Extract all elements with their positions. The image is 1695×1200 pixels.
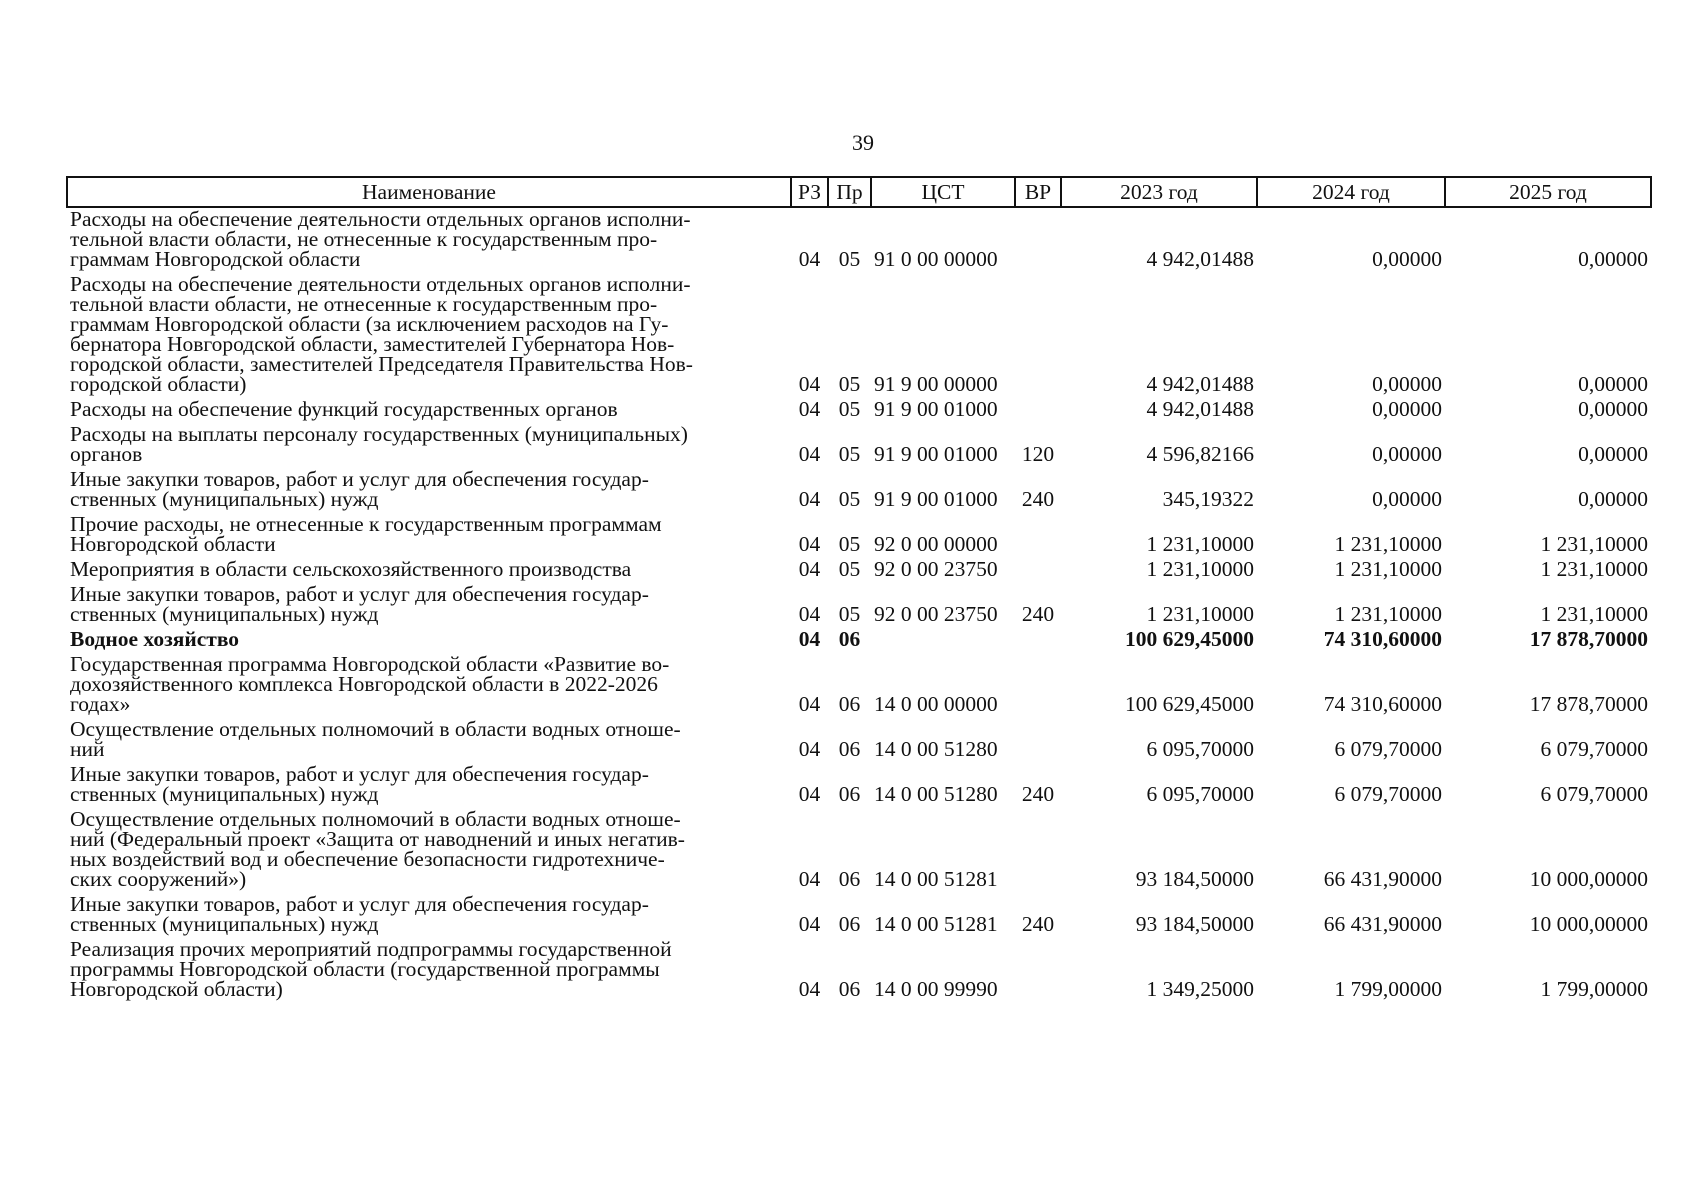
row-pr: 05: [838, 487, 861, 511]
row-cst: 14 0 00 99990: [874, 977, 998, 1001]
row-value-2023: 1 349,25000: [1146, 977, 1254, 1001]
row-cst: 91 9 00 00000: [874, 372, 998, 396]
table-row: [67, 207, 1651, 273]
row-vr: [1015, 653, 1061, 718]
row-cst: 91 9 00 01000: [874, 397, 998, 421]
row-vr: 240: [1021, 602, 1055, 626]
row-vr: [1015, 398, 1061, 423]
row-value-2024: 74 310,60000: [1323, 627, 1442, 651]
row-cst: 14 0 00 51281: [874, 867, 998, 891]
row-value-2025: 1 231,10000: [1540, 602, 1648, 626]
row-rz: 04: [798, 627, 821, 651]
row-pr: 06: [838, 912, 861, 936]
row-vr: 240: [1021, 912, 1055, 936]
row-cst: 14 0 00 51280: [874, 737, 998, 761]
row-rz: 04: [798, 602, 821, 626]
row-cst: 91 9 00 01000: [874, 442, 998, 466]
row-value-2023: 1 231,10000: [1146, 557, 1254, 581]
row-pr: 05: [838, 372, 861, 396]
header-2025: 2025 год: [1445, 177, 1651, 207]
row-value-2024: 0,00000: [1372, 372, 1442, 396]
row-pr: 05: [838, 247, 861, 271]
table-row: [67, 423, 1651, 468]
row-pr: 05: [838, 602, 861, 626]
row-pr: 05: [838, 442, 861, 466]
row-value-2024: 1 231,10000: [1334, 532, 1442, 556]
row-value-2023: 4 942,01488: [1146, 372, 1254, 396]
row-rz: 04: [798, 532, 821, 556]
row-pr: 06: [838, 627, 861, 651]
row-cst: [871, 628, 1015, 653]
row-value-2025: 0,00000: [1578, 247, 1648, 271]
row-name: Расходы на выплаты персоналу государственных (муниципальных) органов: [70, 422, 688, 466]
table-header-row: [67, 177, 1651, 207]
row-value-2025: 10 000,00000: [1529, 867, 1648, 891]
row-name: Мероприятия в области сельскохозяйственного производства: [70, 557, 632, 581]
row-cst: 92 0 00 23750: [874, 602, 998, 626]
row-vr: [1015, 513, 1061, 558]
table-row: [67, 398, 1651, 423]
page-number: 39: [852, 130, 874, 155]
row-value-2023: 345,19322: [1162, 487, 1254, 511]
row-name: Иные закупки товаров, работ и услуг для обеспечения государ- ственных (муниципальных) нужд: [70, 467, 649, 511]
row-value-2024: 0,00000: [1372, 247, 1442, 271]
row-value-2025: 6 079,70000: [1540, 782, 1648, 806]
row-vr: [1015, 628, 1061, 653]
row-name: Расходы на обеспечение деятельности отдельных органов исполни- тельной власти области, не отнесенные к государственным про- граммам Новгородской области: [70, 207, 691, 271]
row-value-2025: 17 878,70000: [1529, 692, 1648, 716]
row-value-2025: 1 799,00000: [1540, 977, 1648, 1001]
header-rz: РЗ: [791, 177, 828, 207]
table-row: [67, 808, 1651, 893]
row-rz: 04: [798, 487, 821, 511]
table-row: [67, 558, 1651, 583]
row-value-2023: 4 942,01488: [1146, 247, 1254, 271]
row-name: Расходы на обеспечение функций государственных органов: [70, 397, 618, 421]
row-vr: 240: [1021, 487, 1055, 511]
row-rz: 04: [798, 442, 821, 466]
budget-table: [66, 176, 1652, 1003]
row-vr: [1015, 808, 1061, 893]
row-value-2025: 1 231,10000: [1540, 532, 1648, 556]
row-pr: 06: [838, 977, 861, 1001]
row-cst: 14 0 00 00000: [874, 692, 998, 716]
table-row: [67, 628, 1651, 653]
row-value-2025: 1 231,10000: [1540, 557, 1648, 581]
row-value-2024: 6 079,70000: [1334, 782, 1442, 806]
row-value-2024: 1 231,10000: [1334, 557, 1442, 581]
row-value-2025: 0,00000: [1578, 397, 1648, 421]
row-vr: 240: [1021, 782, 1055, 806]
row-rz: 04: [798, 737, 821, 761]
row-value-2025: 0,00000: [1578, 487, 1648, 511]
row-pr: 06: [838, 692, 861, 716]
row-cst: 92 0 00 23750: [874, 557, 998, 581]
row-name: Водное хозяйство: [70, 627, 240, 651]
row-value-2025: 0,00000: [1578, 442, 1648, 466]
row-pr: 06: [838, 737, 861, 761]
header-pr: Пр: [828, 177, 871, 207]
row-value-2024: 66 431,90000: [1323, 912, 1442, 936]
row-value-2024: 0,00000: [1372, 442, 1442, 466]
row-rz: 04: [798, 782, 821, 806]
header-cst: ЦСТ: [871, 177, 1015, 207]
row-vr: [1015, 718, 1061, 763]
row-name: Государственная программа Новгородской области «Развитие во- дохозяйственного комплекса Новгородской области в 2022-2026 годах»: [70, 652, 670, 716]
row-rz: 04: [798, 692, 821, 716]
row-pr: 05: [838, 397, 861, 421]
table-row: [67, 763, 1651, 808]
row-rz: 04: [798, 977, 821, 1001]
row-value-2023: 93 184,50000: [1135, 867, 1254, 891]
row-rz: 04: [798, 247, 821, 271]
row-value-2024: 66 431,90000: [1323, 867, 1442, 891]
table-row: [67, 653, 1651, 718]
table-body: [67, 207, 1651, 1003]
header-vr: ВР: [1015, 177, 1061, 207]
row-value-2025: 0,00000: [1578, 372, 1648, 396]
row-rz: 04: [798, 912, 821, 936]
row-name: Иные закупки товаров, работ и услуг для обеспечения государ- ственных (муниципальных) нужд: [70, 762, 649, 806]
row-name: Иные закупки товаров, работ и услуг для обеспечения государ- ственных (муниципальных) нужд: [70, 892, 649, 936]
row-name: Реализация прочих мероприятий подпрограммы государственной программы Новгородской области (государственной программы Новгородской области): [70, 937, 672, 1001]
row-cst: 14 0 00 51281: [874, 912, 998, 936]
header-2024: 2024 год: [1257, 177, 1445, 207]
row-cst: 92 0 00 00000: [874, 532, 998, 556]
row-value-2023: 100 629,45000: [1125, 627, 1254, 651]
row-vr: [1015, 207, 1061, 273]
table-row: [67, 583, 1651, 628]
row-vr: [1015, 938, 1061, 1003]
row-value-2023: 100 629,45000: [1125, 692, 1254, 716]
row-rz: 04: [798, 557, 821, 581]
row-rz: 04: [798, 397, 821, 421]
row-name: Осуществление отдельных полномочий в области водных отноше- ний (Федеральный проект «Защита от наводнений и иных негатив- ных воздействий вод и обеспечение безопасности гидротехниче- ских сооружений»): [70, 807, 685, 891]
row-cst: 14 0 00 51280: [874, 782, 998, 806]
row-value-2024: 6 079,70000: [1334, 737, 1442, 761]
table-row: [67, 273, 1651, 398]
row-value-2023: 1 231,10000: [1146, 602, 1254, 626]
row-value-2023: 4 596,82166: [1146, 442, 1254, 466]
row-value-2025: 6 079,70000: [1540, 737, 1648, 761]
table-row: [67, 938, 1651, 1003]
row-cst: 91 0 00 00000: [874, 247, 998, 271]
table-row: [67, 893, 1651, 938]
row-pr: 06: [838, 867, 861, 891]
row-pr: 05: [838, 532, 861, 556]
row-pr: 05: [838, 557, 861, 581]
row-pr: 06: [838, 782, 861, 806]
row-name: Иные закупки товаров, работ и услуг для обеспечения государ- ственных (муниципальных) нужд: [70, 582, 649, 626]
table-row: [67, 468, 1651, 513]
table-row: [67, 718, 1651, 763]
row-value-2024: 1 799,00000: [1334, 977, 1442, 1001]
row-value-2023: 6 095,70000: [1146, 782, 1254, 806]
row-value-2023: 1 231,10000: [1146, 532, 1254, 556]
row-vr: 120: [1021, 442, 1055, 466]
row-value-2024: 0,00000: [1372, 397, 1442, 421]
header-2023: 2023 год: [1061, 177, 1257, 207]
row-rz: 04: [798, 372, 821, 396]
row-name: Прочие расходы, не отнесенные к государственным программам Новгородской области: [70, 512, 662, 556]
table-row: [67, 513, 1651, 558]
row-name: Расходы на обеспечение деятельности отдельных органов исполни- тельной власти области, не отнесенные к государственным про- граммам Новгородской области (за исключением расходов на Гу- бернатора Новгородской области, заместителей Губернатора Нов- городской области, заместителей Председателя Правительства Нов- городской области): [70, 272, 693, 396]
row-name: Осуществление отдельных полномочий в области водных отноше- ний: [70, 717, 681, 761]
row-value-2023: 6 095,70000: [1146, 737, 1254, 761]
row-value-2024: 74 310,60000: [1323, 692, 1442, 716]
row-value-2025: 10 000,00000: [1529, 912, 1648, 936]
header-name: Наименование: [67, 177, 791, 207]
row-value-2023: 93 184,50000: [1135, 912, 1254, 936]
row-vr: [1015, 558, 1061, 583]
row-rz: 04: [798, 867, 821, 891]
row-vr: [1015, 273, 1061, 398]
row-value-2023: 4 942,01488: [1146, 397, 1254, 421]
row-cst: 91 9 00 01000: [874, 487, 998, 511]
row-value-2024: 0,00000: [1372, 487, 1442, 511]
row-value-2025: 17 878,70000: [1529, 627, 1648, 651]
row-value-2024: 1 231,10000: [1334, 602, 1442, 626]
